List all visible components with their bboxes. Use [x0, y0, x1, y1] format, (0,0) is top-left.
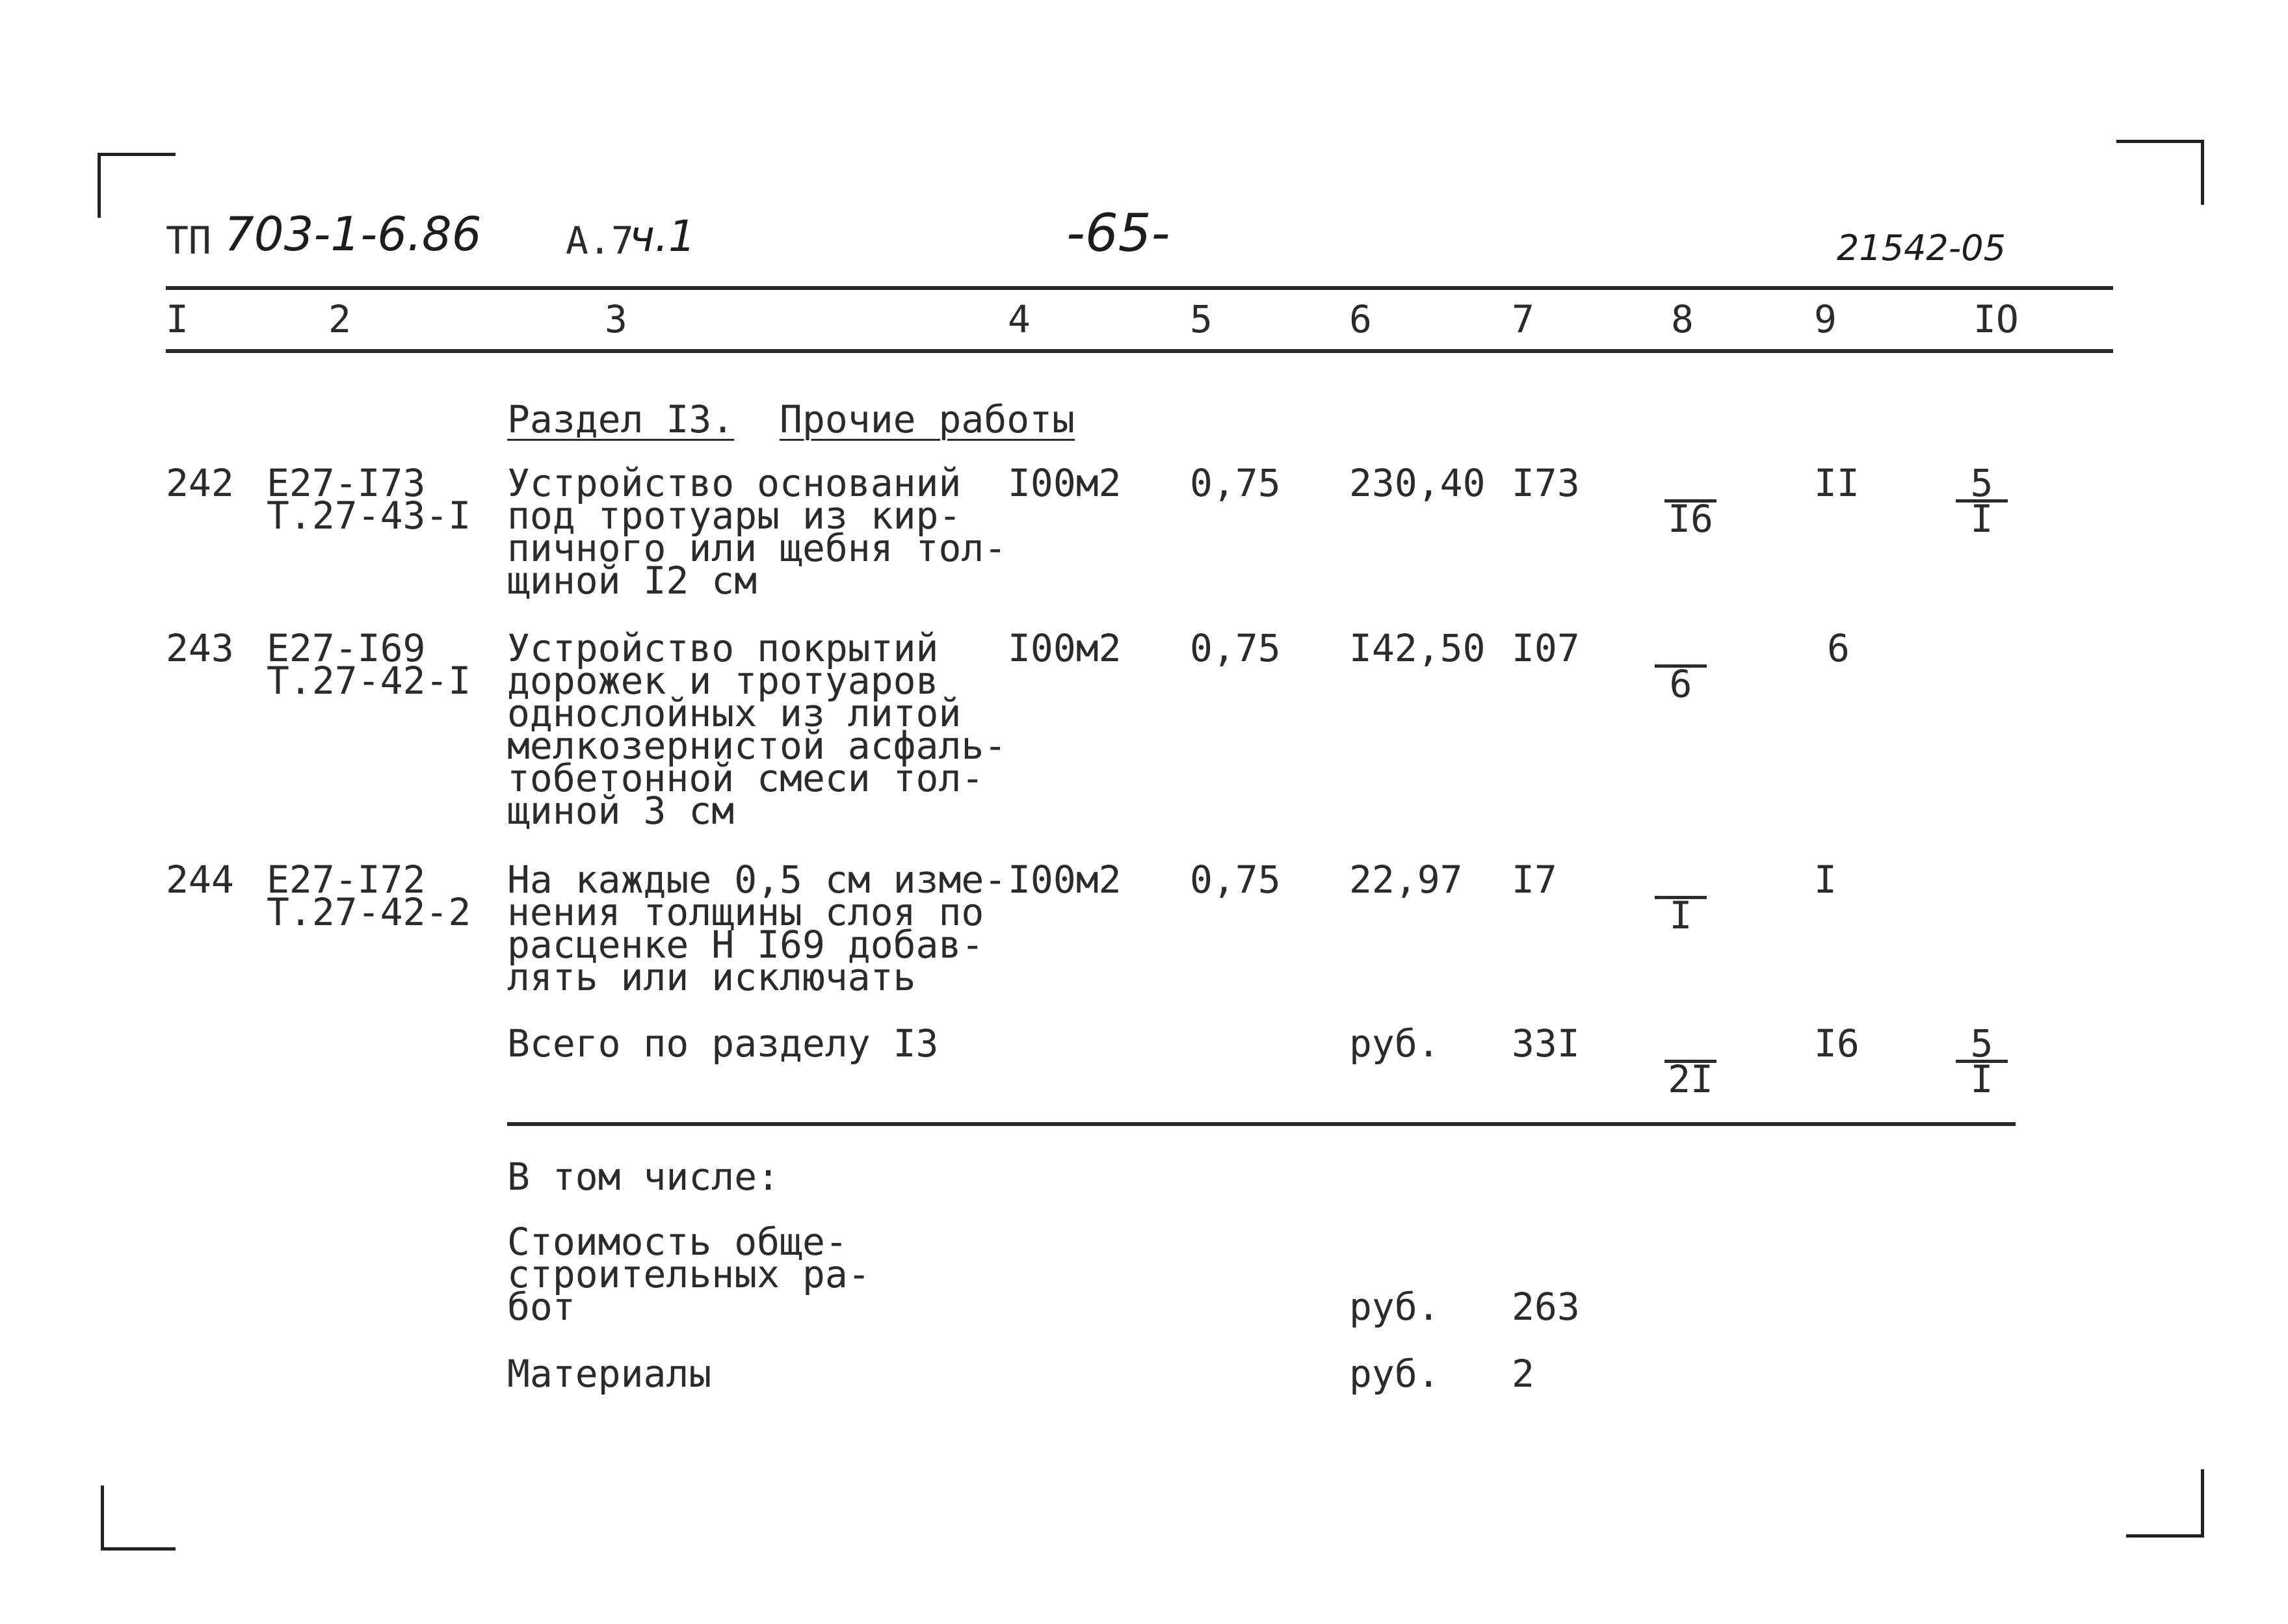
column-number-9: 9 — [1814, 297, 1837, 341]
row-col9: II — [1814, 461, 1860, 505]
row-col10-fraction — [1956, 461, 2008, 541]
general-works-value: 263 — [1512, 1285, 1580, 1329]
row-unit: I00м2 — [1008, 626, 1122, 670]
general-works-label-line: строительных ра- — [507, 1252, 871, 1296]
materials-label: Материалы — [507, 1352, 712, 1396]
row-unit-price: 22,97 — [1349, 858, 1463, 902]
section-total-col10-fraction — [1956, 1021, 2008, 1101]
row-description-line: дорожек и тротуаров — [507, 659, 939, 703]
column-number-10: IO — [1973, 297, 2019, 341]
section-total-col8-fraction — [1664, 1027, 1716, 1101]
section-total-label: Всего по разделу I3 — [507, 1021, 939, 1066]
row-col8-top — [1655, 632, 1707, 664]
row-code-primary: Е27-I69 — [267, 626, 426, 670]
column-number-8: 8 — [1671, 297, 1694, 341]
album-part: ч.1 — [629, 211, 696, 261]
row-description-line: под тротуары из кир- — [507, 493, 962, 538]
row-description-line: Устройство оснований — [507, 461, 962, 505]
section-title — [507, 397, 1075, 441]
row-total: I73 — [1512, 461, 1580, 505]
general-works-label-line: бот — [507, 1285, 575, 1329]
row-code-primary: Е27-I73 — [267, 461, 426, 505]
row-number: 243 — [166, 626, 234, 670]
row-code-secondary: Т.27-43-I — [267, 493, 471, 538]
section-total-col10-bottom: I — [1956, 1060, 2008, 1095]
including-label: В том числе: — [507, 1155, 780, 1199]
row-col10-bottom: I — [1956, 499, 2008, 535]
document-code: 21542-05 — [1837, 228, 2006, 268]
general-works-unit: руб. — [1349, 1285, 1440, 1329]
header-rule-bottom — [166, 349, 2113, 353]
column-number-2: 2 — [328, 297, 351, 341]
column-number-3: 3 — [605, 297, 627, 341]
column-number-7: 7 — [1512, 297, 1534, 341]
section-total-col8-top — [1664, 1027, 1716, 1060]
row-col9: 6 — [1827, 626, 1850, 670]
row-code-primary: Е27-I72 — [267, 858, 426, 902]
row-code-secondary: Т.27-42-I — [267, 659, 471, 703]
row-col8-fraction — [1664, 467, 1716, 541]
section-title-number: Раздел I3. — [507, 397, 735, 441]
row-col9: I — [1814, 858, 1837, 902]
row-col10-top: 5 — [1970, 461, 1993, 505]
section-total-value: 33I — [1512, 1021, 1580, 1066]
section-total-col10-top: 5 — [1970, 1021, 1993, 1066]
section-total-col8-bottom: 2I — [1664, 1060, 1716, 1095]
section-title-name: Прочие работы — [780, 397, 1075, 441]
row-unit: I00м2 — [1008, 461, 1122, 505]
row-quantity: 0,75 — [1190, 858, 1281, 902]
row-col8-bottom: I6 — [1664, 499, 1716, 535]
row-description-line: щиной 3 см — [507, 789, 735, 833]
row-unit-price: I42,50 — [1349, 626, 1486, 670]
tp-number: 703-1-6.86 — [224, 207, 482, 261]
row-description-line: однослойных из литой — [507, 691, 962, 735]
row-quantity: 0,75 — [1190, 626, 1281, 670]
row-total: I7 — [1512, 858, 1557, 902]
row-number: 244 — [166, 858, 234, 902]
row-col8-bottom: 6 — [1655, 664, 1707, 700]
row-description-line: нения толщины слоя по — [507, 890, 984, 934]
row-col8-fraction — [1655, 632, 1707, 706]
corner-mark-bottom-right — [2126, 1469, 2204, 1538]
row-description-line: На каждые 0,5 см изме- — [507, 858, 1007, 902]
column-number-6: 6 — [1349, 297, 1372, 341]
section-total-rule — [507, 1122, 2016, 1126]
row-description-line: Устройство покрытий — [507, 626, 939, 670]
tp-prefix: ТП — [166, 218, 211, 263]
row-quantity: 0,75 — [1190, 461, 1281, 505]
section-total-col9: I6 — [1814, 1021, 1860, 1066]
section-total-unit: руб. — [1349, 1021, 1440, 1066]
header-rule-top — [166, 286, 2113, 290]
row-description-line: расценке Н I69 добав- — [507, 923, 984, 967]
row-col8-bottom: I — [1655, 896, 1707, 932]
row-description-line: щиной I2 см — [507, 558, 757, 603]
general-works-label-line: Стоимость обще- — [507, 1220, 848, 1264]
row-col8-top — [1664, 467, 1716, 499]
materials-unit: руб. — [1349, 1352, 1440, 1396]
row-unit: I00м2 — [1008, 858, 1122, 902]
row-description-line: лять или исключать — [507, 955, 916, 999]
row-description-line: пичного или щебня тол- — [507, 526, 1007, 570]
corner-mark-bottom-left — [101, 1486, 176, 1551]
row-total: I07 — [1512, 626, 1580, 670]
corner-mark-top-right — [2116, 140, 2204, 205]
column-number-1: I — [166, 297, 189, 341]
row-unit-price: 230,40 — [1349, 461, 1486, 505]
materials-value: 2 — [1512, 1352, 1534, 1396]
column-number-5: 5 — [1190, 297, 1213, 341]
row-col8-fraction — [1655, 863, 1707, 937]
row-description-line: мелкозернистой асфаль- — [507, 724, 1007, 768]
page-number: -65- — [1066, 203, 1170, 263]
album-prefix: А.7 — [566, 218, 634, 263]
row-code-secondary: Т.27-42-2 — [267, 890, 471, 934]
row-number: 242 — [166, 461, 234, 505]
row-description-line: тобетонной смеси тол- — [507, 756, 984, 800]
row-col8-top — [1655, 863, 1707, 896]
corner-mark-top-left — [98, 153, 176, 218]
column-number-4: 4 — [1008, 297, 1031, 341]
